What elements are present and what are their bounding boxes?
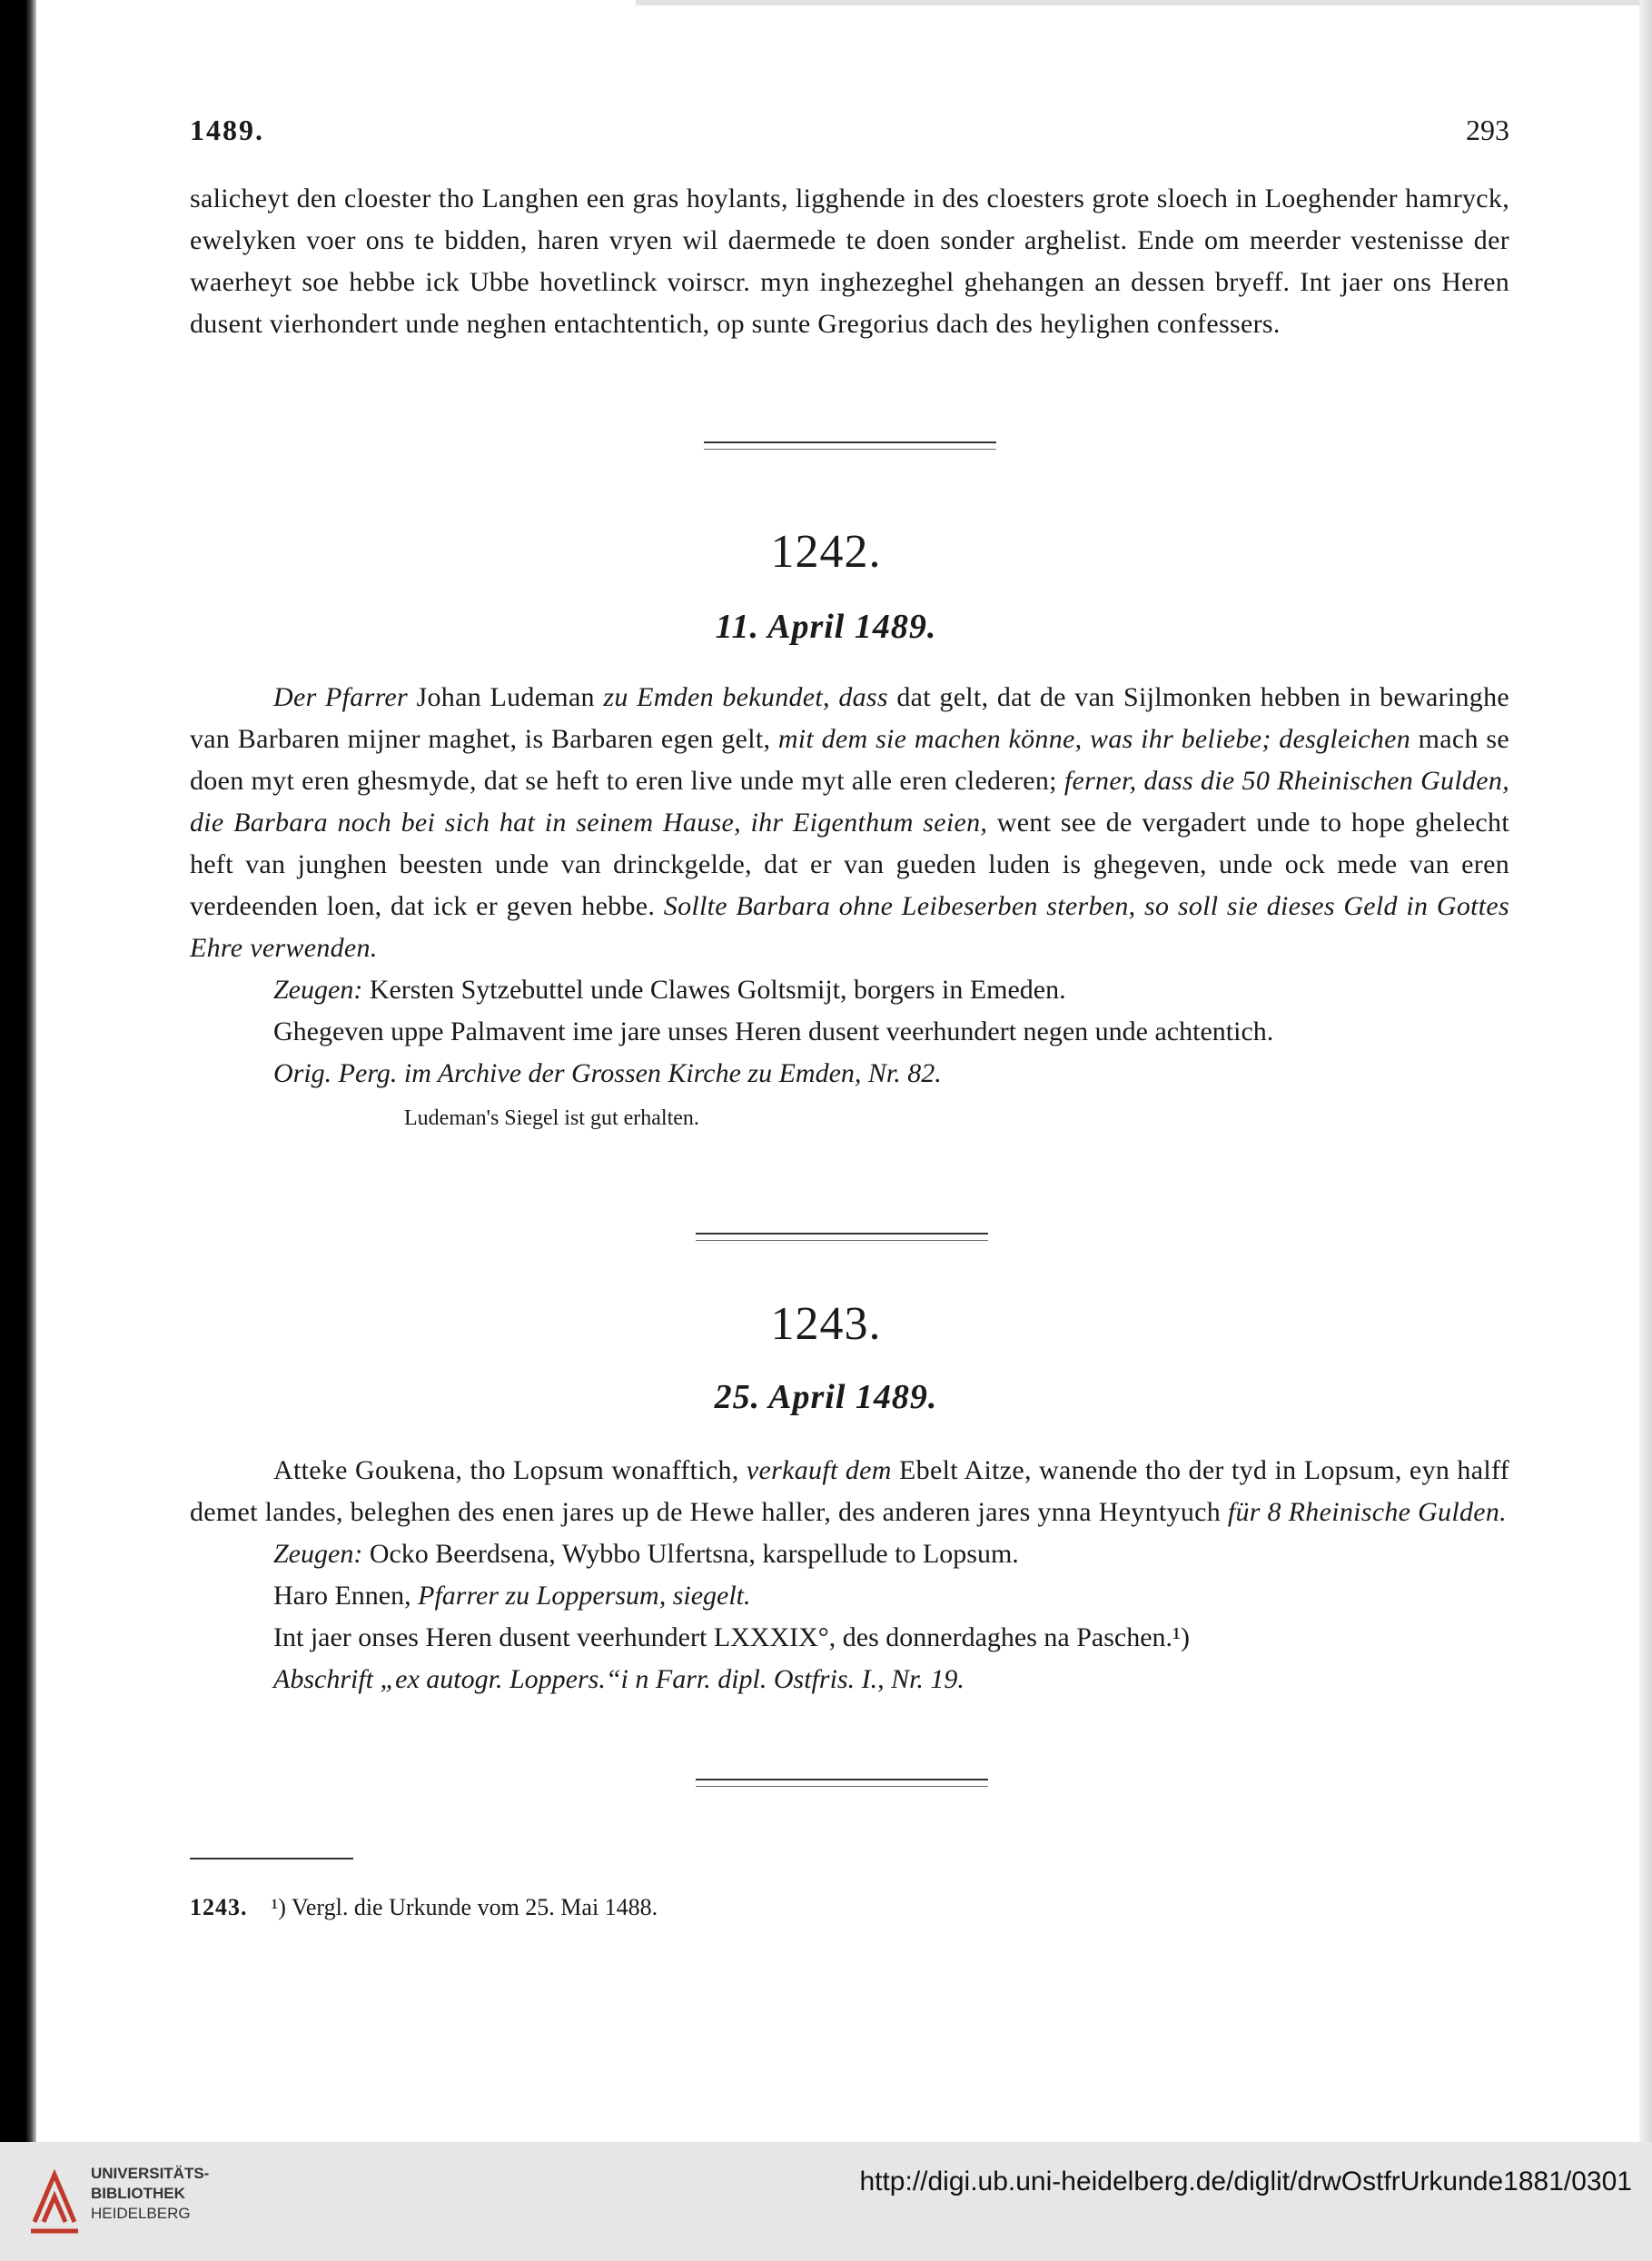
section-divider bbox=[696, 1233, 988, 1241]
regest-text: Atteke Goukena, tho Lopsum wonafftich, bbox=[273, 1455, 747, 1485]
regest-text: Ebelt Aitze, wanende tho der tyd in Lopsum, eyn halff demet landes, beleghen des enen jares up de Hewe haller, des anderen jares ynna Heyntyuch bbox=[190, 1455, 1510, 1527]
regest-italic: mit dem sie machen könne, was ihr beliebe; desgleichen bbox=[777, 724, 1411, 754]
footnote-ref: 1243. bbox=[190, 1894, 248, 1920]
scan-border-top bbox=[636, 0, 1652, 5]
library-logo-icon[interactable] bbox=[27, 2158, 82, 2238]
footnote-rule bbox=[190, 1858, 353, 1859]
regest-italic: Sollte Barbara ohne Leibeserben sterben, so soll sie dieses Geld in Gottes Ehre verwenden. bbox=[190, 891, 1510, 963]
regest-italic: ferner, dass die 50 Rheinischen Gulden, die Barbara noch bei sich hat in seinem Hause, ihr Eigenthum seien, bbox=[190, 766, 1509, 838]
sealer-role: Pfarrer zu Loppersum, siegelt. bbox=[418, 1581, 751, 1611]
witness-text: Kersten Sytzebuttel unde Clawes Goltsmijt, borgers in Emeden. bbox=[362, 975, 1066, 1005]
regest-paragraph bbox=[190, 1450, 1509, 1533]
dating-line: Ghegeven uppe Palmavent ime jare unses Heren dusent veerhundert negen unde achtentich. bbox=[273, 1016, 1274, 1046]
source-line: Orig. Perg. im Archive der Grossen Kirche zu Emden, Nr. 82. bbox=[273, 1058, 942, 1088]
seal-note: Ludeman's Siegel ist gut erhalten. bbox=[404, 1106, 699, 1130]
regest-italic: verkauft dem bbox=[746, 1455, 892, 1485]
source-line: Abschrift „ex autogr. Loppers.“i n Farr. dipl. Ostfris. I., Nr. 19. bbox=[273, 1664, 964, 1694]
regest-italic: zu Emden bekundet, dass bbox=[603, 682, 888, 712]
permalink-url[interactable]: http://digi.ub.uni-heidelberg.de/diglit/drwOstfrUrkunde1881/0301 bbox=[859, 2167, 1632, 2197]
scan-page-edge bbox=[1639, 0, 1652, 2142]
regest-paragraph bbox=[190, 677, 1509, 969]
entry-1243-body bbox=[190, 1450, 1509, 1701]
page-number: 293 bbox=[1466, 113, 1509, 146]
dating-line: Int jaer onses Heren dusent veerhundert LXXXIX°, des donnerdaghes na Paschen.¹) bbox=[273, 1622, 1190, 1652]
running-year: 1489. bbox=[190, 113, 264, 146]
regest-italic: Der Pfarrer bbox=[273, 682, 409, 712]
witness-label: Zeugen: bbox=[273, 975, 363, 1005]
regest-text: mach se doen myt eren ghesmyde, dat se heft to eren live unde myt alle eren clederen; bbox=[190, 724, 1509, 796]
library-name-line: HEIDELBERG bbox=[91, 2205, 191, 2222]
entry-number: 1243. bbox=[770, 1298, 882, 1350]
regest-italic: für 8 Rheinische Gulden. bbox=[1227, 1497, 1507, 1527]
witness-text: Ocko Beerdsena, Wybbo Ulfertsna, karspellude to Lopsum. bbox=[362, 1539, 1019, 1569]
sealer-line bbox=[273, 1575, 1509, 1617]
library-name-line: UNIVERSITÄTS- bbox=[91, 2165, 210, 2182]
entry-date: 25. April 1489. bbox=[714, 1378, 938, 1416]
entry-1242-body bbox=[190, 677, 1509, 1136]
regest-text: dat gelt, dat de van Sijlmonken hebben in bewaringhe van Barbaren mijner maghet, is Barbaren egen gelt, bbox=[190, 682, 1510, 754]
witness-line bbox=[273, 1533, 1509, 1575]
entry-number: 1242. bbox=[770, 526, 882, 578]
footnote bbox=[190, 1889, 658, 1926]
intro-paragraph: salicheyt den cloester tho Langhen een gras hoylants, ligghende in des cloesters grote sloech in Loeghender hamryck, ewelyken voer ons te bidden, haren vryen wil daermede te doen sonder arghelist. Ende om meerder vestenisse der waerheyt soe hebbe ick Ubbe hovetlinck voirscr. myn inghezeghel ghehangen an dessen bryeff. Int jaer ons Heren dusent vierhondert unde neghen entachtentich, op sunte Gregorius dach des heylighen confessers. bbox=[190, 183, 1509, 339]
intro-text-block bbox=[190, 178, 1509, 345]
entry-date: 11. April 1489. bbox=[715, 608, 937, 646]
regest-text: Johan Ludeman bbox=[408, 682, 604, 712]
section-divider bbox=[704, 441, 996, 450]
sealer-name: Haro Ennen, bbox=[273, 1581, 419, 1611]
viewer-footer bbox=[0, 2142, 1652, 2261]
regest-text: went see de vergadert unde to hope ghelecht heft van junghen beesten unde van drinckgelde, dat er van gueden luden is ghegeven, unde ock mede van eren verdeenden loen, dat ick er geven hebbe. bbox=[190, 808, 1509, 921]
witness-label: Zeugen: bbox=[273, 1539, 363, 1569]
library-name[interactable] bbox=[91, 2164, 209, 2224]
page-header bbox=[190, 107, 1509, 153]
scan-border-left bbox=[0, 0, 36, 2142]
footnote-text: ¹) Vergl. die Urkunde vom 25. Mai 1488. bbox=[271, 1894, 658, 1920]
library-name-line: BIBLIOTHEK bbox=[91, 2185, 185, 2202]
witness-line bbox=[273, 969, 1509, 1011]
section-divider bbox=[696, 1779, 988, 1787]
